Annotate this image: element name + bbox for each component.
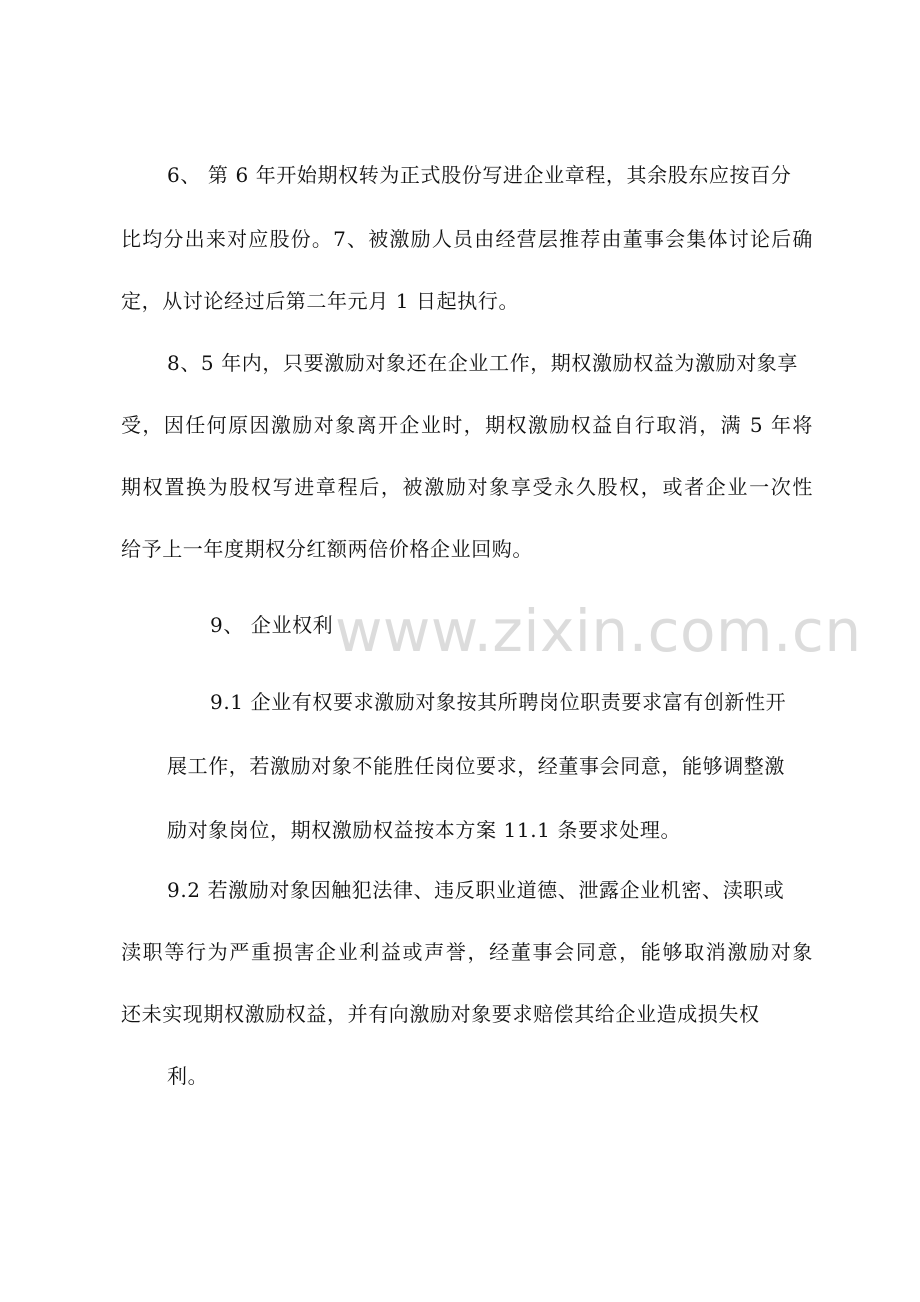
paragraph-6-line-3: 定，从讨论经过后第二年元月 1 日起执行。 xyxy=(121,289,520,313)
paragraph-8-line-2: 受，因任何原因激励对象离开企业时，期权激励权益自行取消，满 5 年将 xyxy=(121,413,813,437)
watermark: www.zixin.com.cn xyxy=(335,597,862,665)
paragraph-9-1-line-2: 展工作，若激励对象不能胜任岗位要求，经董事会同意，能够调整激 xyxy=(167,754,785,778)
paragraph-6-line-1: 6、 第 6 年开始期权转为正式股份写进企业章程，其余股东应按百分 xyxy=(167,163,792,187)
paragraph-9-1-line-3: 励对象岗位，期权激励权益按本方案 11.1 条要求处理。 xyxy=(167,818,682,842)
paragraph-9-1-line-1: 9.1 企业有权要求激励对象按其所聘岗位职责要求富有创新性开 xyxy=(210,690,787,714)
paragraph-9-2-line-4: 利。 xyxy=(167,1064,209,1088)
paragraph-8-line-4: 给予上一年度期权分红额两倍价格企业回购。 xyxy=(121,537,533,561)
section-9-heading: 9、 企业权利 xyxy=(210,613,334,637)
paragraph-8-line-1: 8、5 年内，只要激励对象还在企业工作，期权激励权益为激励对象享 xyxy=(167,351,799,375)
paragraph-9-2-line-1: 9.2 若激励对象因触犯法律、违反职业道德、泄露企业机密、渎职或 xyxy=(167,878,785,902)
paragraph-9-2-line-2: 渎职等行为严重损害企业利益或声誉，经董事会同意，能够取消激励对象 xyxy=(121,940,813,964)
paragraph-8-line-3: 期权置换为股权写进章程后，被激励对象享受永久股权，或者企业一次性 xyxy=(121,475,813,499)
paragraph-6-line-2: 比均分出来对应股份。7、被激励人员由经营层推荐由董事会集体讨论后确 xyxy=(121,227,813,251)
paragraph-9-2-line-3: 还未实现期权激励权益，并有向激励对象要求赔偿其给企业造成损失权 xyxy=(121,1002,760,1026)
